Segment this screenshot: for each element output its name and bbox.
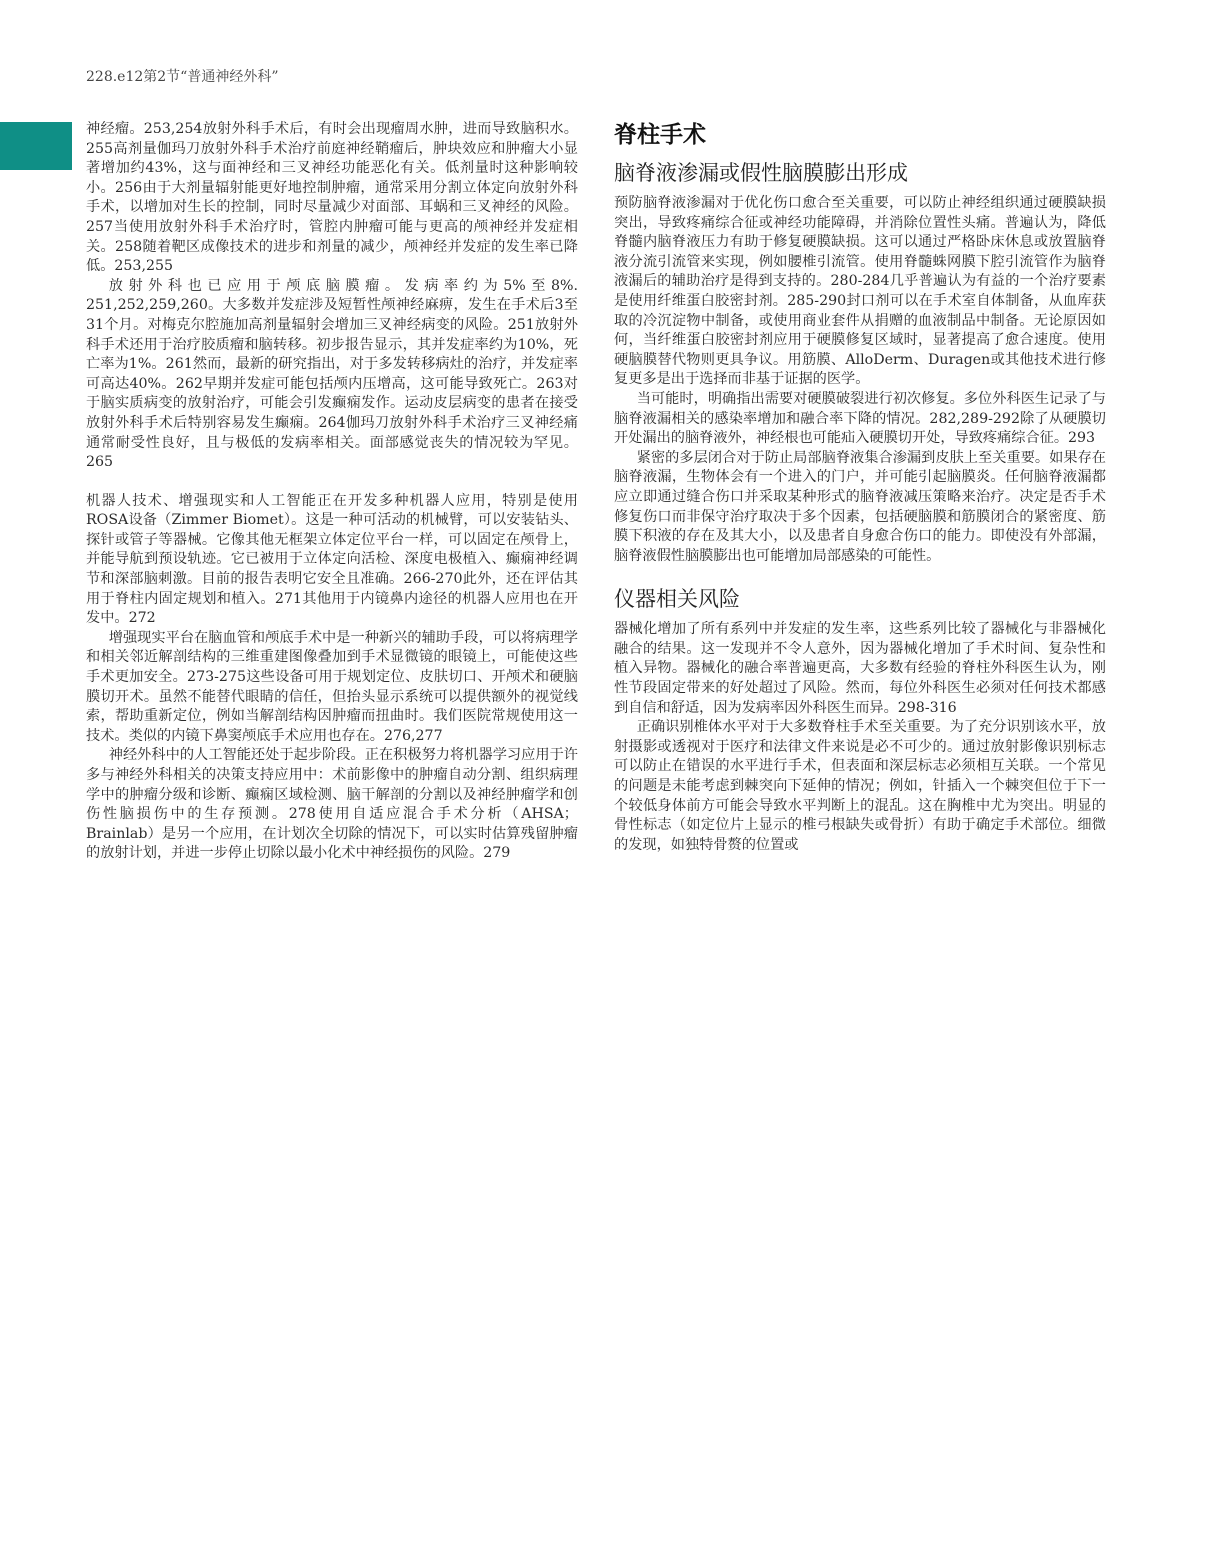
- running-head: 228.e12第2节“普通神经外科”: [86, 69, 279, 85]
- body-paragraph: 机器人技术、增强现实和人工智能正在开发多种机器人应用，特别是使用ROSA设备（Zimmer Biomet）。这是一种可活动的机械臂，可以安装钻头、探针或管子等器械。它像其他无框架立体定位平台一样，可以固定在颅骨上，并能导航到预设轨迹。它已被用于立体定向活检、深度电极植入、癫痫神经调节和深部脑刺激。目前的报告表明它安全且准确。266-270此外，还在评估其用于脊柱内固定规划和植入。271其他用于内镜鼻内途径的机器人应用也在开发中。272: [86, 492, 578, 627]
- left-column: [86, 120, 578, 864]
- subsection-heading: 仪器相关风险: [614, 587, 740, 612]
- body-paragraph: 预防脑脊液渗漏对于优化伤口愈合至关重要，可以防止神经组织通过硬膜缺损突出，导致疼痛综合征或神经功能障碍，并消除位置性头痛。普遍认为，降低脊髓内脑脊液压力有助于修复硬膜缺损。这可以通过严格卧床休息或放置脑脊液分流引流管来实现，例如腰椎引流管。使用脊髓蛛网膜下腔引流管作为脑脊液漏后的辅助治疗是得到支持的。280-284几乎普遍认为有益的一个治疗要素是使用纤维蛋白胶密封剂。285-290封口剂可以在手术室自体制备，从血库获取的冷沉淀物中制备，或使用商业套件从捐赠的血液制品中制备。无论原因如何，当纤维蛋白胶密封剂应用于硬膜修复区域时，显著提高了愈合速度。使用硬脑膜替代物则更具争议。用筋膜、AlloDerm、Duragen或其他技术进行修复更多是出于选择而非基于证据的医学。: [614, 195, 1106, 388]
- body-paragraph: 放射外科也已应用于颅底脑膜瘤。发病率约为5%至8%. 251,252,259,260。大多数并发症涉及短暂性颅神经麻痹，发生在手术后3至31个月。对梅克尔腔施加高剂量辐射会增加三叉神经病变的风险。251放射外科手术还用于治疗胶质瘤和脑转移。初步报告显示，其并发症率约为10%，死亡率为1%。261然而，最新的研究指出，对于多发转移病灶的治疗，并发症率可高达40%。262早期并发症可能包括颅内压增高，这可能导致死亡。263对于脑实质病变的放射治疗，可能会引发癫痫发作。运动皮层病变的患者在接受放射外科手术后特别容易发生癫痫。264伽玛刀放射外科手术治疗三叉神经痛通常耐受性良好，且与极低的发病率相关。面部感觉丧失的情况较为罕见。265: [86, 277, 578, 471]
- body-paragraph: 当可能时，明确指出需要对硬膜破裂进行初次修复。多位外科医生记录了与脑脊液漏相关的感染率增加和融合率下降的情况。282,289-292除了从硬膜切开处漏出的脑脊液外，神经根也可能疝入硬膜切开处，导致疼痛综合征。293: [614, 390, 1106, 447]
- subsection-heading: 脑脊液渗漏或假性脑膜膨出形成: [614, 161, 908, 185]
- section-tab-marker: [0, 122, 72, 170]
- body-paragraph: 器械化增加了所有系列中并发症的发生率，这些系列比较了器械化与非器械化融合的结果。这一发现并不令人意外，因为器械化增加了手术时间、复杂性和植入异物。器械化的融合率普遍更高，大多数有经验的脊柱外科医生认为，刚性节段固定带来的好处超过了风险。然而，每位外科医生必须对任何技术都感到自信和舒适，因为发病率因外科医生而异。298-316: [614, 621, 1106, 716]
- body-paragraph: 紧密的多层闭合对于防止局部脑脊液集合渗漏到皮肤上至关重要。如果存在脑脊液漏，生物体会有一个进入的门户，并可能引起脑膜炎。任何脑脊液漏都应立即通过缝合伤口并采取某种形式的脑脊液减压策略来治疗。决定是否手术修复伤口而非保守治疗取决于多个因素，包括硬脑膜和筋膜闭合的紧密度、筋膜下积液的存在及其大小，以及患者自身愈合伤口的能力。即使没有外部漏，脑脊液假性脑膜膨出也可能增加局部感染的可能性。: [614, 449, 1106, 564]
- body-paragraph: 神经瘤。253,254放射外科手术后，有时会出现瘤周水肿，进而导致脑积水。255高剂量伽玛刀放射外科手术治疗前庭神经鞘瘤后，肿块效应和肿瘤大小显著增加约43%，这与面神经和三叉神经功能恶化有关。低剂量时这种影响较小。256由于大剂量辐射能更好地控制肿瘤，通常采用分割立体定向放射外科手术，以增加对生长的控制，同时尽量减少对面部、耳蜗和三叉神经的风险。257当使用放射外科手术治疗时，管腔内肿瘤可能与更高的颅神经并发症相关。258随着靶区成像技术的进步和剂量的减少，颅神经并发症的发生率已降低。253,255: [86, 121, 578, 275]
- body-paragraph: 增强现实平台在脑血管和颅底手术中是一种新兴的辅助手段，可以将病理学和相关邻近解剖结构的三维重建图像叠加到手术显微镜的眼镜上，可能使这些手术更加安全。273-275这些设备可用于规划定位、皮肤切口、开颅术和硬脑膜切开术。虽然不能替代眼睛的信任，但抬头显示系统可以提供额外的视觉线索，帮助重新定位，例如当解剖结构因肿瘤而扭曲时。我们医院常规使用这一技术。类似的内镜下鼻窦颅底手术应用也存在。276,277: [86, 629, 578, 744]
- section-heading: 脊柱手术: [614, 122, 706, 148]
- body-paragraph: 正确识别椎体水平对于大多数脊柱手术至关重要。为了充分识别该水平，放射摄影或透视对于医疗和法律文件来说是必不可少的。通过放射影像识别标志可以防止在错误的水平进行手术，但表面和深层标志必须相互关联。一个常见的问题是未能考虑到棘突向下延伸的情况；例如，针插入一个棘突但位于下一个较低身体前方可能会导致水平判断上的混乱。这在胸椎中尤为突出。明显的骨性标志（如定位片上显示的椎弓根缺失或骨折）有助于确定手术部位。细微的发现，如独特骨赘的位置或: [614, 719, 1106, 853]
- body-paragraph: 神经外科中的人工智能还处于起步阶段。正在积极努力将机器学习应用于许多与神经外科相关的决策支持应用中：术前影像中的肿瘤自动分割、组织病理学中的肿瘤分级和诊断、癫痫区域检测、脑干解剖的分割以及神经肿瘤学和创伤性脑损伤中的生存预测。278使用自适应混合手术分析（AHSA；Brainlab）是另一个应用，在计划次全切除的情况下，可以实时估算残留肿瘤的放射计划，并进一步停止切除以最小化术中神经损伤的风险。279: [86, 747, 578, 862]
- right-column: [614, 120, 1106, 855]
